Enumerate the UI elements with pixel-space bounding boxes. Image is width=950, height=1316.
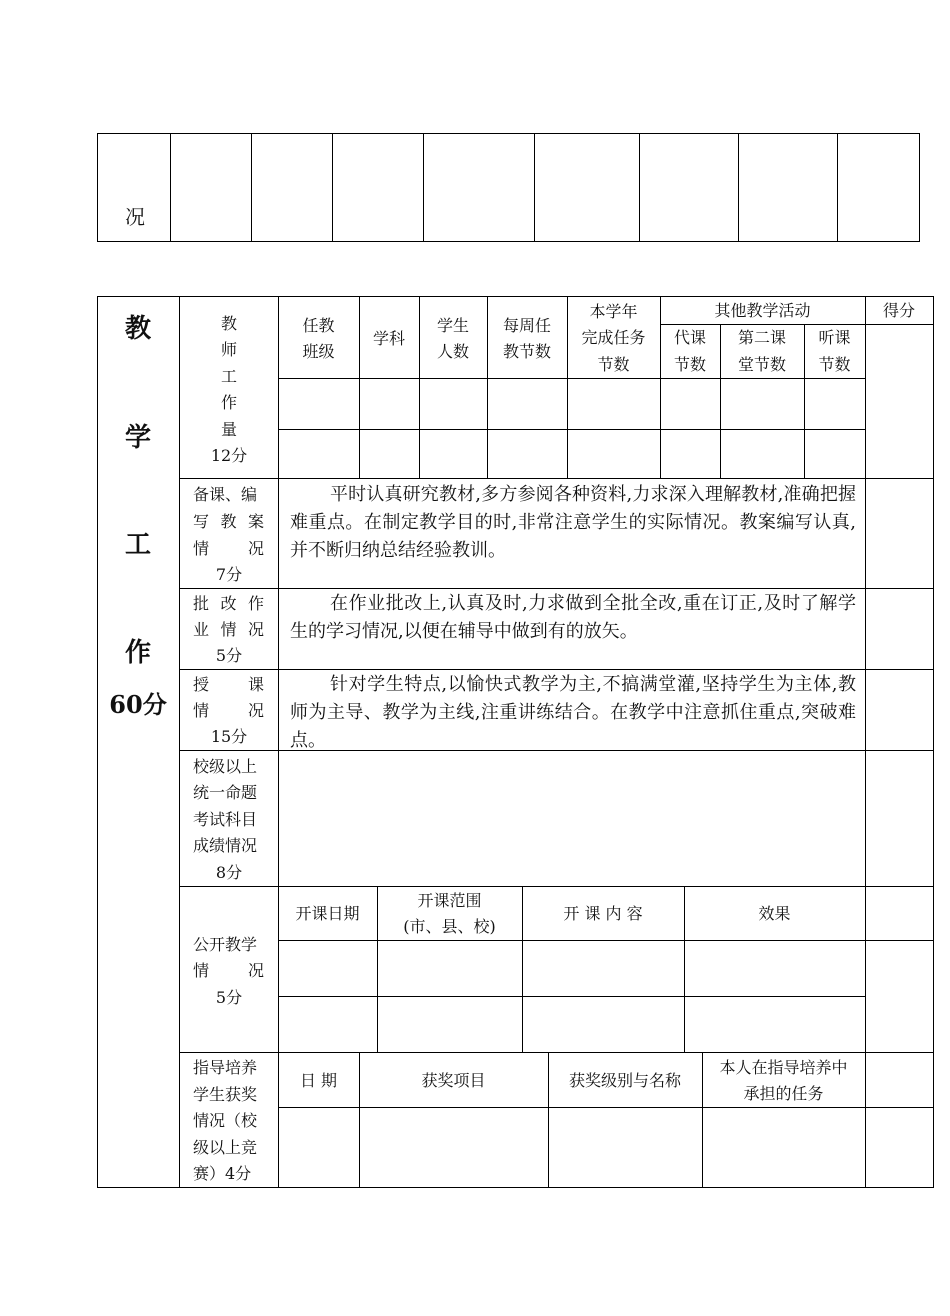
workload-label-char: 师 — [220, 340, 237, 359]
header-award-role: 承担的任务 — [743, 1084, 824, 1103]
section-score: 60分 — [109, 690, 167, 719]
section-char-4: 作 — [124, 638, 151, 668]
header-open-scope: 开课范围 — [417, 891, 482, 910]
header-students: 人数 — [436, 342, 469, 361]
workload-label-char: 作 — [220, 393, 237, 412]
header-open-content: 开 课 内 容 — [563, 904, 643, 923]
teaching-label-line: 情 况 — [193, 701, 264, 720]
awards-label-line: 情况（校 — [193, 1111, 258, 1130]
lesson-prep-label-line: 备课、编 — [193, 485, 258, 504]
exam-score: 8分 — [215, 863, 243, 882]
header-listen: 听课 — [818, 328, 851, 347]
header-substitute: 节数 — [673, 355, 706, 374]
workload-label-char: 量 — [220, 420, 237, 439]
exam-label-line: 成绩情况 — [193, 836, 258, 855]
header-subject: 学科 — [372, 329, 405, 348]
header-weekly: 每周任 — [502, 316, 551, 335]
header-listen: 节数 — [818, 355, 851, 374]
section-char-1: 教 — [124, 314, 151, 344]
workload-label-score: 12分 — [210, 446, 248, 465]
header-open-scope: (市、县、校) — [403, 917, 496, 936]
open-class-label-line: 公开教学 — [193, 935, 258, 954]
section-char-2: 学 — [124, 423, 151, 453]
awards-label-line: 赛）4分 — [193, 1164, 252, 1183]
teaching-text: 针对学生特点,以愉快式教学为主,不搞满堂灌,坚持学生为主体,教师为主导、教学为主线,注重讲练结合。在教学中注意抓住重点,突破难点。 — [290, 674, 856, 751]
awards-label-line: 指导培养 — [193, 1058, 258, 1077]
header-class: 任教 — [302, 316, 335, 335]
header-award-date: 日 期 — [299, 1071, 338, 1090]
teaching-score: 15分 — [210, 727, 248, 746]
header-award-role: 本人在指导培养中 — [719, 1058, 848, 1077]
header-weekly: 教节数 — [502, 342, 551, 361]
header-year: 节数 — [597, 355, 630, 374]
open-class-score: 5分 — [215, 988, 243, 1007]
section-char-3: 工 — [124, 530, 151, 560]
homework-label-line: 业 情 况 — [193, 620, 264, 639]
header-award-project: 获奖项目 — [421, 1071, 486, 1090]
awards-label-line: 级以上竞 — [193, 1138, 258, 1157]
header-second-class: 堂节数 — [737, 355, 786, 374]
header-students: 学生 — [436, 316, 469, 335]
lesson-prep-label-line: 情 况 — [193, 539, 264, 558]
header-other-activities: 其他教学活动 — [714, 301, 811, 320]
homework-score: 5分 — [215, 646, 243, 665]
lesson-prep-label-line: 写 教 案 — [193, 512, 264, 531]
header-second-class: 第二课 — [737, 328, 786, 347]
header-score: 得分 — [882, 301, 915, 320]
header-award-level: 获奖级别与名称 — [568, 1071, 681, 1090]
workload-label-char: 教 — [220, 314, 237, 333]
header-year: 完成任务 — [581, 328, 646, 347]
teaching-label-line: 授 课 — [193, 675, 264, 694]
header-year: 本学年 — [589, 302, 638, 321]
lesson-prep-text: 平时认真研究教材,多方参阅各种资料,力求深入理解教材,准确把握难重点。在制定教学目的时,非常注意学生的实际情况。教案编写认真,并不断归纳总结经验教训。 — [290, 484, 856, 561]
header-open-effect: 效果 — [758, 904, 791, 923]
awards-label-line: 学生获奖 — [193, 1085, 258, 1104]
exam-label-line: 校级以上 — [193, 757, 258, 776]
lesson-prep-score: 7分 — [215, 565, 243, 584]
header-class: 班级 — [302, 342, 335, 361]
open-class-label-line: 情 况 — [193, 961, 264, 980]
workload-label-char: 工 — [220, 367, 237, 386]
header-substitute: 代课 — [673, 328, 706, 347]
exam-label-line: 统一命题 — [193, 783, 258, 802]
exam-label-line: 考试科目 — [193, 810, 258, 829]
homework-text: 在作业批改上,认真及时,力求做到全批全改,重在订正,及时了解学生的学习情况,以便在辅导中做到有的放矢。 — [290, 593, 856, 642]
header-open-date: 开课日期 — [295, 904, 360, 923]
homework-label-line: 批 改 作 — [193, 594, 264, 613]
top-table-last-char: 况 — [125, 205, 145, 229]
